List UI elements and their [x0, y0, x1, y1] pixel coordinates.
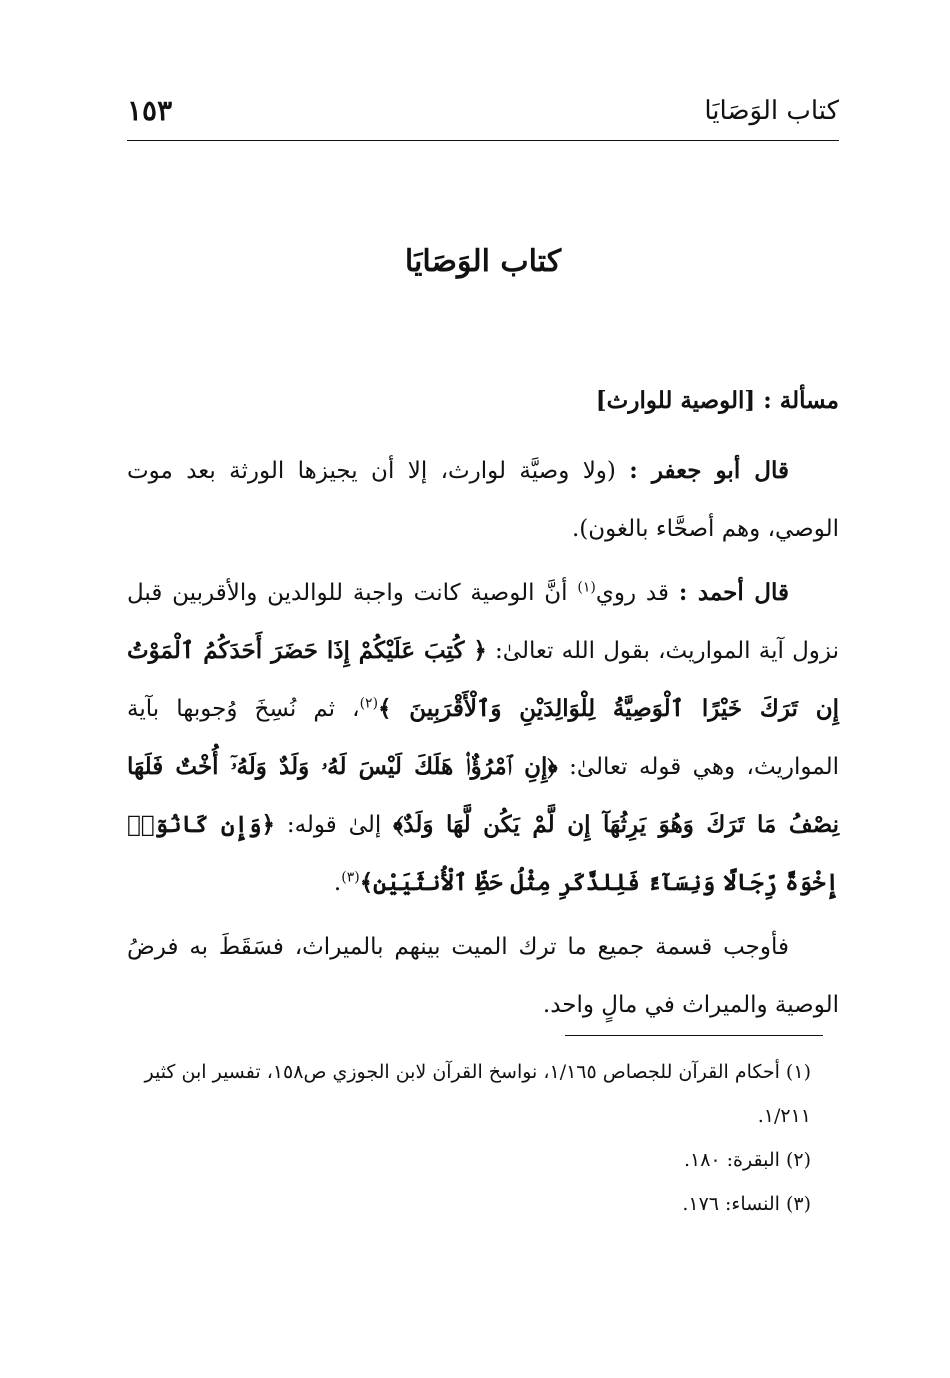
- footnote-item: (١) أحكام القرآن للجصاص ١/١٦٥، نواسخ القرآن لابن الجوزي ص١٥٨، تفسير ابن كثير ١/٢١١.: [144, 1061, 811, 1127]
- paragraph-text: ، ثم نُسِخَ وُجوبها بآية المواريث، وهي قوله تعالىٰ:: [127, 696, 839, 780]
- footnotes: [127, 1050, 839, 1226]
- quran-verse: ﴿وَإِن كَانُوٓا۟ إِخْوَةً رِّجَالًا وَنِسَآءً فَلِلذَّكَرِ مِثْلُ حَظِّ ٱلْأُنثَيَيْنِ﴾: [127, 811, 839, 896]
- footnote-item: (٣) النساء: ١٧٦.: [682, 1193, 811, 1215]
- footnote-ref-2[interactable]: (٢): [359, 695, 379, 712]
- main-text: [127, 372, 839, 1040]
- chapter-title: كتاب الوَصَايَا: [404, 244, 562, 279]
- header-divider: [127, 140, 839, 141]
- quran-verse: ﴿إِنِ ٱمْرُؤٌا۟ هَلَكَ لَيْسَ لَهُۥ وَلَدٌ وَلَهُۥٓ أُخْتٌ فَلَهَا نِصْفُ مَا تَرَكَ وَهُوَ يَرِثُهَآ إِن لَّمْ يَكُن لَّهَا وَلَدٌ﴾: [127, 753, 839, 838]
- paragraph-text: (ولا وصيَّة لوارث، إلا أن يجيزها الورثة بعد موت الوصي، وهم أصحَّاء بالغون).: [127, 458, 839, 542]
- speaker-label: قال أبو جعفر :: [629, 457, 790, 484]
- page-number: ١٥٣: [127, 94, 173, 127]
- quran-verse: ﴿ كُتِبَ عَلَيْكُمْ إِذَا حَضَرَ أَحَدَكُمُ ٱلْمَوْتُ إِن تَرَكَ خَيْرًا ٱلْوَصِيَّةُ لِلْوَالِدَيْنِ وَٱلْأَقْرَبِينَ ﴾: [127, 637, 839, 722]
- running-title: كتاب الوَصَايَا: [704, 96, 839, 126]
- paragraph-1: [127, 442, 839, 558]
- section-heading: مسألة : [الوصية للوارث]: [595, 387, 839, 414]
- page-header: [127, 92, 839, 132]
- footnote-ref-1[interactable]: (١): [577, 579, 596, 596]
- paragraph-2: قال أحمد : قد روي$^{(١)}$ أنَّ الوصية كانت واجبة للوالدين والأقربين قبل نزول آية المواريث، بقول الله تعالىٰ: ﴿ كُتِبَ عَلَيْكُمْ إِذَا حَضَرَ أَحَدَكُمُ ٱلْمَوْتُ إِن تَرَكَ خَيْرًا ٱلْوَصِيَّةُ لِلْوَالِدَيْنِ وَٱلْأَقْرَبِينَ ﴾$^{(٢)}$، ثم نُسِخَ وُجوبها بآية المواريث، وهي قوله تعالىٰ: ﴿إِنِ ٱمْرُؤٌا۟ هَلَكَ لَيْسَ لَهُۥ وَلَدٌ وَلَهُۥٓ أُخْتٌ فَلَهَا نِصْفُ مَا تَرَكَ وَهُوَ يَرِثُهَآ إِن لَّمْ يَكُن لَّهَا وَلَدٌ﴾ إلىٰ قوله: ﴿وَإِن كَانُوٓا۟ إِخْوَةً رِّجَالًا وَنِسَآءً فَلِلذَّكَرِ مِثْلُ حَظِّ ٱلْأُنثَيَيْنِ﴾$^{(٣)}$.: [127, 579, 839, 896]
- speaker-label: قال أحمد :: [678, 579, 790, 606]
- footnote-item: (٢) البقرة: ١٨٠.: [683, 1149, 811, 1171]
- paragraph-3: [127, 918, 839, 1034]
- paragraph-text: أنَّ الوصية كانت واجبة للوالدين والأقربين قبل نزول آية المواريث، بقول الله تعالىٰ:: [127, 580, 839, 664]
- footnote-ref-3[interactable]: (٣): [341, 869, 360, 886]
- paragraph-text: قد روي: [595, 580, 669, 606]
- footnote-divider: [565, 1035, 823, 1036]
- paragraph-text: إلىٰ قوله:: [286, 812, 382, 838]
- paragraph-text: فأوجب قسمة جميع ما ترك الميت بينهم بالميراث، فسَقَطَ به فرضُ الوصية والميراث في مالٍ واحد.: [127, 934, 839, 1018]
